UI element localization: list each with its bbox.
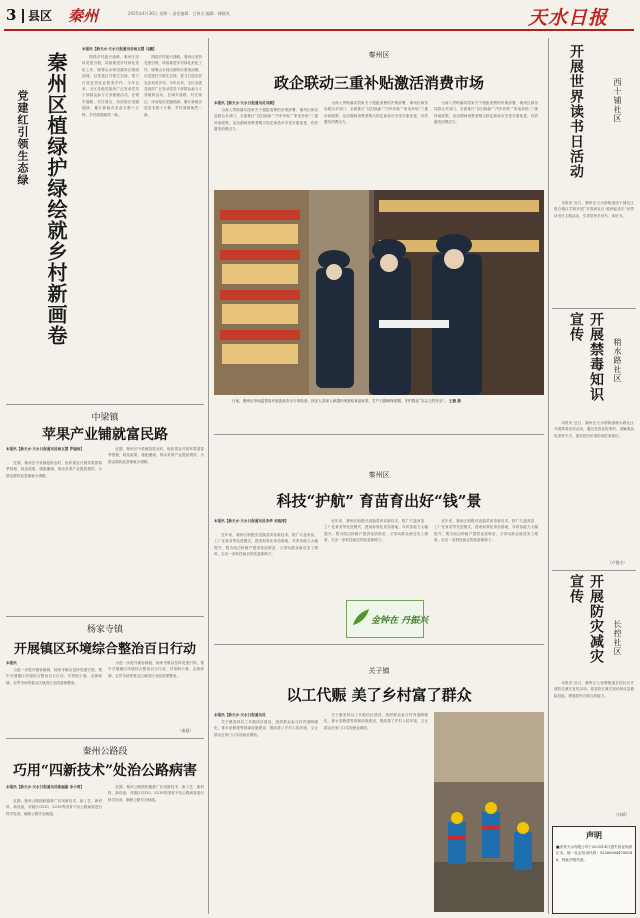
divider xyxy=(6,616,204,617)
divider xyxy=(6,404,204,405)
photo-caption-text: 日前，秦州区市场监管局开展食品安全专项检查，执法人员深入商超仔细查验食品标签、生产日期和保质期，守护群众“舌尖上的安全”。 xyxy=(232,399,448,403)
right-article1-paragraph: 本报讯 近日，秦州区天水郡街道西十铺社区联合辖区学校开展“书香润社区·阅读促成长”世界读书日主题活动，引导居民多读书、读好书。 xyxy=(554,201,634,218)
right-article2-paragraph: 本报讯 近日，秦州区天水郡街道稍水路社区开展禁毒宣传活动，通过发放宣传资料、讲解毒品危害等方式，提高居民识毒防毒拒毒意识。 xyxy=(554,421,634,438)
left-article-paragraph: 围绕乡村振兴战略，秦州区坚持党建引领，持续推进乡村绿化美化工作，统筹山水林田湖草沙系统治理，以党建红引领生态绿，着力打造宜居宜业和美乡村。今年以来，全区各级党组织广泛发动党员干部群众参与义务植树活动，在城乡道路、村庄周边、房前屋后见缝插绿，累计新植各类苗木数十万株，乡村面貌焕然一新。 xyxy=(82,55,139,117)
right-article2-town: 稍水路社区 xyxy=(613,338,622,383)
tech-paragraph: 近年来，秦州区积极引进蔬菜育苗新技术，推广穴盘育苗、工厂化育苗等先进模式，建成标准化育苗基地，年育苗能力大幅提升，既为周边种植户提供优质种苗，又带动群众就近务工增收，走出一条科技助农的致富新路子。 xyxy=(324,519,428,543)
town1-label: 中梁镇 xyxy=(91,413,119,423)
stamp-text: 金钟在 丹振兴 xyxy=(371,616,429,626)
masthead xyxy=(0,0,640,34)
page-number: 3 xyxy=(6,6,17,24)
town3-label: 秦州公路段 xyxy=(82,747,128,757)
left-article-subhead: 党建红引领生态绿 xyxy=(16,90,29,186)
inspection-photo-art xyxy=(214,190,544,395)
page-divider xyxy=(22,9,24,23)
tech-paragraph: 近年来，秦州区积极引进蔬菜育苗新技术，推广穴盘育苗、工厂化育苗等先进模式，建成标准化育苗基地，年育苗能力大幅提升，既为周边种植户提供优质种苗，又带动群众就近务工增收，走出一条科技助农的致富新路子。 xyxy=(434,519,538,543)
divider xyxy=(6,738,204,739)
town1-paragraph: 近期，秦州区中梁镇抢抓农时，组织果农开展苹果园春季管理，疏花疏果、施肥灌溉，推动苹果产业提质增效，为群众增收致富铺就小康路。 xyxy=(108,447,204,464)
guanzi-article-body-col2 xyxy=(324,712,428,912)
market-article-tag: 秦州区 xyxy=(368,51,390,59)
right-article1-body xyxy=(554,200,634,304)
town2-body xyxy=(6,667,102,735)
market-article-byline: 本报讯【新天水·天水日报通讯员刘满】 xyxy=(214,101,277,105)
town2-body-col2 xyxy=(108,660,204,726)
tech-article-byline: 本报讯【新天水·天水日报通讯员李华 刘迪涛】 xyxy=(214,519,289,523)
town2-label: 杨家寺镇 xyxy=(86,625,123,635)
town1-headline: 苹果产业铺就富民路 xyxy=(42,427,168,443)
newspaper-logo: 天水日报 xyxy=(528,7,609,29)
tech-article-tag: 秦州区 xyxy=(368,471,390,479)
photo-caption-credit: 王婕 摄 xyxy=(448,399,461,403)
right-article2-body xyxy=(554,420,634,560)
divider xyxy=(214,434,544,435)
town1-body-col2 xyxy=(108,446,204,564)
right-article2-headline: 开展禁毒知识宣传 xyxy=(568,312,604,402)
town3-paragraph: 近期，秦州公路段积极推广应用新技术、新工艺、新材料、新设备，对辖区G310、S218等国省干线公路病害进行科学处治，确保公路安全畅通。 xyxy=(108,785,204,802)
town3-paragraph: 近期，秦州公路段积极推广应用新技术、新工艺、新材料、新设备，对辖区G310、S218等国省干线公路病害进行科学处治，确保公路安全畅通。 xyxy=(6,799,102,816)
left-article-paragraph: 围绕乡村振兴战略，秦州区坚持党建引领，持续推进乡村绿化美化工作，统筹山水林田湖草沙系统治理，以党建红引领生态绿，着力打造宜居宜业和美乡村。今年以来，全区各级党组织广泛发动党员干部群众参与义务植树活动，在城乡道路、村庄周边、房前屋后见缝插绿，累计新植各类苗木数十万株，乡村面貌焕然一新。 xyxy=(144,55,202,117)
legal-notice-title: 声明 xyxy=(586,830,602,840)
town2-paragraph: 为进一步提升镇容镇貌，杨家寺镇以坚持党建引领，集中开展镇区环境综合整治百日行动，对背街小巷、沿街商铺、农贸市场等重点区域进行全面清理整治。 xyxy=(108,661,204,678)
left-article-byline: 本报讯【新天水·天水日报通讯员杨文慧 马鹏】 xyxy=(82,47,157,51)
legal-notice-body: ■清秀天水有限公司于2025年4月遗失营业执照正本，统一社会信用代码：922606044768548，特此声明作废。 xyxy=(556,845,632,862)
town2-paragraph: 为进一步提升镇容镇貌，杨家寺镇以坚持党建引领，集中开展镇区环境综合整治百日行动，对背街小巷、沿街商铺、农贸市场等重点区域进行全面清理整治。 xyxy=(6,668,102,685)
market-article-body xyxy=(214,107,318,187)
right-article3-body xyxy=(554,680,634,810)
guanzi-article-body xyxy=(214,719,318,912)
market-article-body-col3 xyxy=(434,100,538,187)
town3-byline: 本报讯【新天水·天水日报通讯员陈福豪 李小荷】 xyxy=(6,785,84,789)
right-article3-credit: （孙晴） xyxy=(614,812,630,817)
town1-paragraph: 近期，秦州区中梁镇抢抓农时，组织果农开展苹果园春季管理，疏花疏果、施肥灌溉，推动苹果产业提质增效，为群众增收致富铺就小康路。 xyxy=(6,461,102,478)
guanzi-article-byline: 本报讯【新天水·天水日报通讯员 xyxy=(214,713,266,717)
town3-headline: 巧用“四新技术”处治公路病害 xyxy=(12,763,198,779)
issue-meta: 2025年4月30日 星期一 责任编辑：吕善言 编辑：韩晓凤 xyxy=(128,11,230,16)
right-article1-headline: 开展世界读书日活动 xyxy=(568,44,584,179)
town2-credit: （秦陇） xyxy=(178,728,194,733)
market-paragraph: 为深入贯彻落实国家关于提振消费的决策部署，秦州区商务局联合多部门，全面推行“以旧换新”“汽车补贴”“家电补贴”三重补贴政策，活动期间消费者购买指定商品可享受多重优惠，有效激发消费活力。 xyxy=(214,108,318,132)
divider xyxy=(214,644,544,645)
tech-article-headline: 科技“护航” 育苗育出好“钱”景 xyxy=(276,492,482,510)
section-label: 县区 xyxy=(28,9,53,23)
tech-paragraph: 近年来，秦州区积极引进蔬菜育苗新技术，推广穴盘育苗、工厂化育苗等先进模式，建成标准化育苗基地，年育苗能力大幅提升，既为周边种植户提供优质种苗，又带动群众就近务工增收，走出一条科技助农的致富新路子。 xyxy=(214,533,318,557)
column-divider xyxy=(208,38,209,914)
divider xyxy=(552,570,636,571)
divider xyxy=(552,308,636,309)
workers-photo xyxy=(434,712,544,912)
town1-body xyxy=(6,460,102,564)
market-article-body-col2 xyxy=(324,100,428,187)
market-paragraph: 为深入贯彻落实国家关于提振消费的决策部署，秦州区商务局联合多部门，全面推行“以旧换新”“汽车补贴”“家电补贴”三重补贴政策，活动期间消费者购买指定商品可享受多重优惠，有效激发消费活力。 xyxy=(434,101,538,125)
guanzi-article-headline: 以工代赈 美了乡村富了群众 xyxy=(286,686,472,704)
right-article3-paragraph: 本报讯 近日，秦州区七里墩街道长控社区开展防灾减灾宣传活动，普及防灾减灾知识和应急避险技能，增强居民自救互救能力。 xyxy=(554,681,634,698)
market-paragraph: 为深入贯彻落实国家关于提振消费的决策部署，秦州区商务局联合多部门，全面推行“以旧换新”“汽车补贴”“家电补贴”三重补贴政策，活动期间消费者购买指定商品可享受多重优惠，有效激发消费活力。 xyxy=(324,101,428,125)
workers-photo-art xyxy=(434,712,544,912)
photo-caption xyxy=(232,398,532,424)
town2-headline: 开展镇区环境综合整治百日行动 xyxy=(13,642,196,657)
district-label: 秦州 xyxy=(68,7,99,25)
tech-article-body-col3 xyxy=(434,518,538,642)
rural-revival-stamp xyxy=(346,600,429,638)
town2-byline: 本报讯 xyxy=(6,661,17,665)
guanzi-paragraph: 关子镇坚持以工代赈项目建设，组织群众参与村内道路硬化、排水渠修建等基础设施建设，既改善了乡村人居环境，又让群众在家门口实现就业增收。 xyxy=(214,720,318,737)
town3-body xyxy=(6,798,102,912)
left-article-headline: 秦州区植绿护绿绘就乡村新画卷 xyxy=(44,52,68,346)
column-divider xyxy=(548,38,549,914)
tech-article-body xyxy=(214,532,318,642)
guanzi-paragraph: 关子镇坚持以工代赈项目建设，组织群众参与村内道路硬化、排水渠修建等基础设施建设，既改善了乡村人居环境，又让群众在家门口实现就业增收。 xyxy=(324,713,428,730)
guanzi-article-tag: 关子镇 xyxy=(368,667,390,675)
inspection-photo xyxy=(214,190,544,395)
right-article3-headline: 开展防灾减灾宣传 xyxy=(568,574,604,664)
right-article3-town: 长控社区 xyxy=(613,620,622,656)
town1-byline: 本报讯【新天水·天水日报通讯员杨文慧 罗瑞扬】 xyxy=(6,447,84,451)
legal-notice-box xyxy=(552,826,636,914)
left-article-body xyxy=(82,54,139,394)
leaf-icon xyxy=(351,607,371,627)
market-article-headline: 政企联动三重补贴激活消费市场 xyxy=(273,74,484,92)
left-article-body-col2 xyxy=(144,54,202,394)
masthead-rule xyxy=(4,29,634,31)
town3-body-col2 xyxy=(108,784,204,912)
right-article1-town: 西十铺社区 xyxy=(613,78,622,123)
right-article2-credit: （卢静杰） xyxy=(608,560,627,565)
